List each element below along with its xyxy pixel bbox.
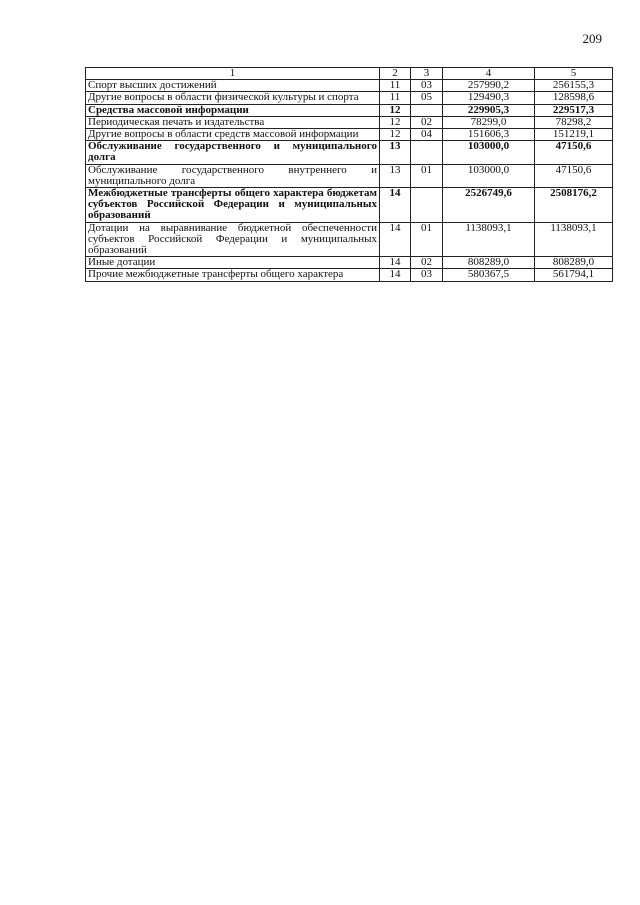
row-section-cell: 12 — [380, 129, 411, 141]
row-value-col4-cell: 103000,0 — [443, 164, 535, 187]
row-section-cell: 14 — [380, 269, 411, 281]
row-section-cell: 14 — [380, 257, 411, 269]
table-row — [86, 141, 613, 164]
row-section-cell: 11 — [380, 80, 411, 92]
row-value-col4-cell: 103000,0 — [443, 141, 535, 164]
table-row — [86, 269, 613, 281]
row-section-cell: 11 — [380, 92, 411, 104]
row-subsection-cell: 05 — [411, 92, 443, 104]
table-row — [86, 80, 613, 92]
row-value-col5-cell: 78298,2 — [535, 116, 613, 128]
table-row — [86, 92, 613, 104]
column-header-2: 2 — [380, 68, 411, 80]
row-subsection-cell: 01 — [411, 222, 443, 257]
row-subsection-cell: 03 — [411, 269, 443, 281]
table-row — [86, 188, 613, 223]
row-subsection-cell: 04 — [411, 129, 443, 141]
row-value-col4-cell: 580367,5 — [443, 269, 535, 281]
row-value-col5-cell: 2508176,2 — [535, 188, 613, 223]
table-row — [86, 129, 613, 141]
row-subsection-cell — [411, 141, 443, 164]
row-name-cell: Обслуживание государственного внутреннего и муниципального долга — [86, 164, 380, 187]
row-value-col5-cell: 151219,1 — [535, 129, 613, 141]
row-subsection-cell: 01 — [411, 164, 443, 187]
row-value-col4-cell: 257990,2 — [443, 80, 535, 92]
row-section-cell: 14 — [380, 188, 411, 223]
table-row — [86, 104, 613, 116]
row-value-col5-cell: 229517,3 — [535, 104, 613, 116]
row-value-col4-cell: 2526749,6 — [443, 188, 535, 223]
row-name-cell: Другие вопросы в области физической культуры и спорта — [86, 92, 380, 104]
column-header-4: 4 — [443, 68, 535, 80]
table-row — [86, 257, 613, 269]
row-value-col4-cell: 78299,0 — [443, 116, 535, 128]
row-value-col4-cell: 229905,3 — [443, 104, 535, 116]
column-header-3: 3 — [411, 68, 443, 80]
row-name-cell: Межбюджетные трансферты общего характера бюджетам субъектов Российской Федерации и муниципальных образований — [86, 188, 380, 223]
row-section-cell: 13 — [380, 141, 411, 164]
page-number: 209 — [582, 31, 602, 46]
row-subsection-cell — [411, 104, 443, 116]
row-section-cell: 12 — [380, 116, 411, 128]
row-subsection-cell: 02 — [411, 116, 443, 128]
row-value-col5-cell: 1138093,1 — [535, 222, 613, 257]
table-row — [86, 116, 613, 128]
row-name-cell: Другие вопросы в области средств массовой информации — [86, 129, 380, 141]
row-name-cell: Дотации на выравнивание бюджетной обеспеченности субъектов Российской Федерации и муниципальных образований — [86, 222, 380, 257]
row-value-col5-cell: 808289,0 — [535, 257, 613, 269]
row-value-col5-cell: 256155,3 — [535, 80, 613, 92]
column-header-5: 5 — [535, 68, 613, 80]
budget-table — [85, 67, 613, 282]
row-name-cell: Обслуживание государственного и муниципального долга — [86, 141, 380, 164]
row-name-cell: Спорт высших достижений — [86, 80, 380, 92]
row-value-col4-cell: 129490,3 — [443, 92, 535, 104]
row-value-col5-cell: 128598,6 — [535, 92, 613, 104]
row-value-col4-cell: 1138093,1 — [443, 222, 535, 257]
row-value-col4-cell: 808289,0 — [443, 257, 535, 269]
row-subsection-cell: 02 — [411, 257, 443, 269]
row-value-col5-cell: 47150,6 — [535, 141, 613, 164]
row-value-col5-cell: 561794,1 — [535, 269, 613, 281]
row-name-cell: Прочие межбюджетные трансферты общего характера — [86, 269, 380, 281]
table-row — [86, 222, 613, 257]
column-header-1: 1 — [86, 68, 380, 80]
table-row — [86, 164, 613, 187]
row-value-col5-cell: 47150,6 — [535, 164, 613, 187]
row-section-cell: 14 — [380, 222, 411, 257]
row-value-col4-cell: 151606,3 — [443, 129, 535, 141]
row-name-cell: Периодическая печать и издательства — [86, 116, 380, 128]
row-subsection-cell: 03 — [411, 80, 443, 92]
row-subsection-cell — [411, 188, 443, 223]
row-name-cell: Иные дотации — [86, 257, 380, 269]
table-body — [86, 80, 613, 281]
table-header-row — [86, 68, 613, 80]
row-section-cell: 12 — [380, 104, 411, 116]
row-name-cell: Средства массовой информации — [86, 104, 380, 116]
row-section-cell: 13 — [380, 164, 411, 187]
